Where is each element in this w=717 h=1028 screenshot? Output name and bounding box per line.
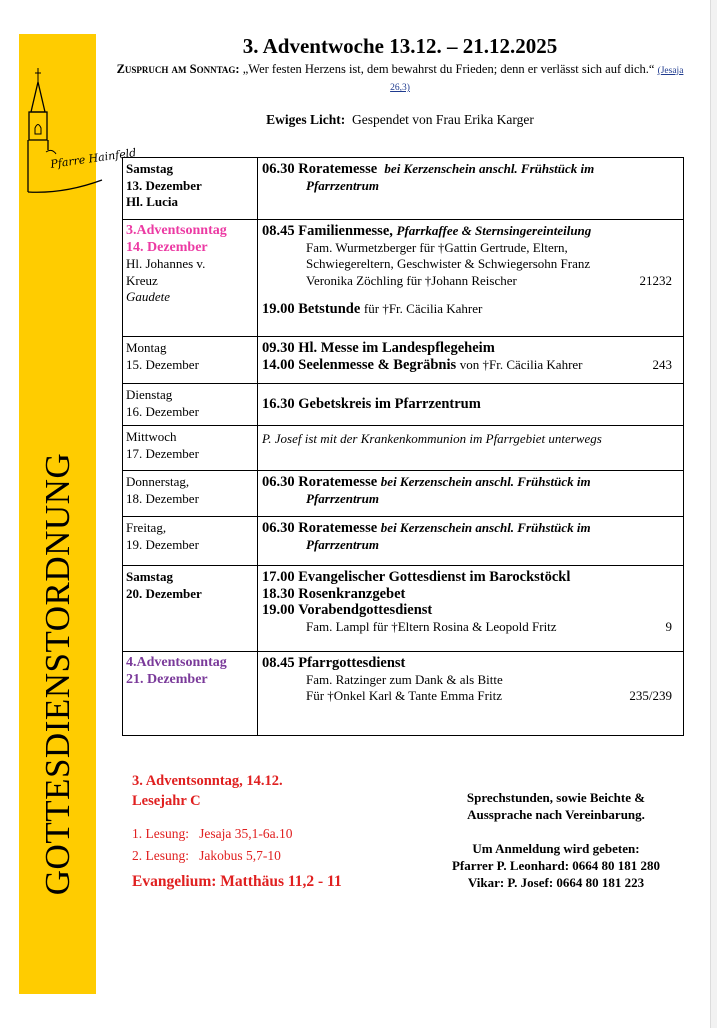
licht-label: Ewiges Licht: (266, 112, 346, 127)
day-name: Donnerstag, (126, 474, 190, 489)
event-line: 16.30 Gebetskreis im Pfarrzentrum (262, 396, 481, 413)
event-intention: Veronika Zöchling für †Johann Reischer 21232 (306, 272, 672, 288)
day-extra: Gaudete (126, 289, 171, 304)
day-date: 18. Dezember (126, 490, 199, 506)
lesung-heading: 3. Adventsonntag, 14.12. (132, 773, 283, 789)
vikar-phone: Vikar: P. Josef: 0664 80 181 223 (467, 875, 645, 890)
day-name: Samstag (126, 569, 173, 584)
event-line: 09.30 Hl. Messe im Landespflegeheim (262, 340, 495, 356)
event-line: 06.30 Roratemesse bei Kerzenschein anschl. Frühstück im (262, 474, 591, 490)
day-date: 19. Dezember (126, 536, 199, 552)
event-line: 06.30 Roratemesse bei Kerzenschein anschl. Frühstück im (262, 161, 595, 177)
day-cell (123, 426, 258, 471)
table-row (123, 566, 684, 652)
day-cell (123, 158, 258, 220)
table-row (123, 652, 684, 736)
day-date: 14. Dezember (126, 239, 208, 255)
day-date: 15. Dezember (126, 356, 199, 372)
event-line: 19.00 Vorabendgottesdienst (262, 602, 433, 618)
day-cell (123, 517, 258, 566)
day-name: Samstag (126, 161, 173, 176)
event-line: 17.00 Evangelischer Gottesdienst im Barockstöckl (262, 569, 571, 585)
event-note: P. Josef ist mit der Krankenkommunion im Pfarrgebiet unterwegs (262, 431, 602, 446)
event-line: 14.00 Seelenmesse & Begräbnis von †Fr. Cäcilia Kahrer 243 (262, 356, 672, 373)
intention-number: 9 (665, 618, 672, 634)
day-date: 13. Dezember (126, 177, 202, 193)
church-logo (24, 68, 138, 196)
table-row (123, 517, 684, 566)
band-title: GOTTESDIENSTORDNUNG (37, 452, 77, 896)
ewiges-licht (110, 112, 690, 128)
table-row (123, 471, 684, 517)
event-intention: Für †Onkel Karl & Tante Emma Fritz 235/239 (306, 688, 672, 703)
zuspruch-label: Zuspruch am Sonntag: (116, 62, 240, 76)
day-name: Freitag, (126, 520, 167, 535)
event-line: 08.45 Pfarrgottesdienst (262, 655, 406, 671)
event-cell (258, 517, 684, 566)
sprechstunden (424, 789, 688, 891)
day-date: 21. Dezember (126, 671, 208, 687)
pfarrer-phone: Pfarrer P. Leonhard: 0664 80 181 280 (451, 858, 661, 873)
day-date: 16. Dezember (126, 403, 199, 419)
event-cell (258, 337, 684, 384)
day-name: 3.Adventsonntag (126, 223, 227, 238)
event-intention: Schwiegereltern, Geschwister & Schwiegersohn Franz (306, 256, 591, 271)
event-cell (258, 220, 684, 337)
svg-text:Pfarre Hainfeld: Pfarre Hainfeld (49, 146, 138, 171)
day-extra: Hl. Lucia (126, 194, 179, 209)
event-line: 08.45 Familienmesse, Pfarrkaffee & Sternsingereinteilung (262, 223, 592, 239)
table-row (123, 384, 684, 426)
zuspruch-reference[interactable]: (Jesaja 26,3) (390, 66, 684, 93)
evangelium: Evangelium: Matthäus 11,2 - 11 (132, 873, 342, 890)
event-continuation: Pfarrzentrum (306, 177, 379, 193)
event-cell (258, 652, 684, 736)
day-cell (123, 220, 258, 337)
day-cell (123, 652, 258, 736)
intention-number: 243 (652, 356, 672, 372)
day-cell (123, 566, 258, 652)
zuspruch-text: „Wer festen Herzens ist, dem bewahrst du Frieden; denn er verlässt sich auf dich.“ (242, 62, 655, 76)
page-title: 3. Adventwoche 13.12. – 21.12.2025 (242, 34, 558, 58)
licht-text: Gespendet von Frau Erika Karger (351, 112, 534, 127)
lesung-section (132, 771, 342, 891)
event-cell (258, 471, 684, 517)
event-intention: Fam. Ratzinger zum Dank & als Bitte (306, 671, 503, 687)
day-cell (123, 384, 258, 426)
event-intention: Fam. Lampl für †Eltern Rosina & Leopold Fritz 9 (306, 618, 672, 634)
lesung-1: 1. Lesung: Jesaja 35,1-6a.10 (132, 826, 293, 841)
event-line: 19.00 Betstunde für †Fr. Cäcilia Kahrer (262, 301, 483, 317)
event-cell (258, 566, 684, 652)
day-name: Dienstag (126, 387, 173, 402)
event-continuation: Pfarrzentrum (306, 490, 379, 506)
intention-number: 235/239 (629, 688, 672, 703)
event-line: 18.30 Rosenkranzgebet (262, 585, 406, 602)
event-cell (258, 384, 684, 426)
event-continuation: Pfarrzentrum (306, 536, 379, 552)
day-cell (123, 471, 258, 517)
sprech-line: Sprechstunden, sowie Beichte & (466, 790, 646, 805)
day-name: 4.Adventsonntag (126, 655, 227, 670)
day-date: 17. Dezember (126, 445, 199, 461)
table-row (123, 337, 684, 384)
page-edge (710, 0, 717, 1028)
intention-number: 21232 (639, 272, 672, 288)
day-cell (123, 337, 258, 384)
event-cell (258, 158, 684, 220)
table-row (123, 220, 684, 337)
day-name: Montag (126, 340, 167, 355)
table-row (123, 426, 684, 471)
zuspruch (114, 62, 686, 96)
schedule-table (122, 157, 684, 736)
day-extra: Hl. Johannes v. (126, 256, 206, 271)
sprech-line: Aussprache nach Vereinbarung. (467, 807, 645, 822)
event-intention: Fam. Wurmetzberger für †Gattin Gertrude, Eltern, (306, 239, 568, 255)
lesejahr: Lesejahr C (132, 793, 201, 809)
table-row (123, 158, 684, 220)
lesung-2: 2. Lesung: Jakobus 5,7-10 (132, 848, 281, 863)
event-line: 06.30 Roratemesse bei Kerzenschein anschl. Frühstück im (262, 520, 591, 536)
event-cell (258, 426, 684, 471)
sprech-line: Um Anmeldung wird gebeten: (472, 841, 640, 856)
day-extra: Kreuz (126, 272, 158, 288)
day-date: 20. Dezember (126, 585, 202, 601)
day-name: Mittwoch (126, 429, 177, 444)
